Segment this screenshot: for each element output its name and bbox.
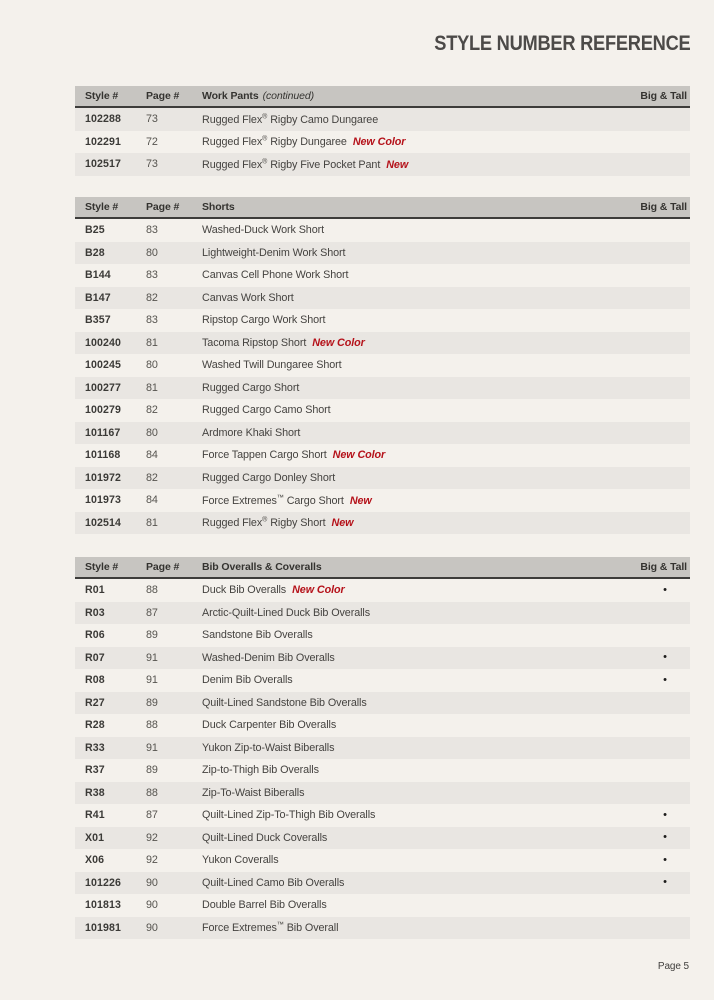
product-name: Canvas Work Short [202, 291, 294, 304]
style-number-cell: 102291 [85, 135, 121, 148]
page-number-cell: 81 [146, 381, 158, 394]
column-header-page: Page # [146, 561, 180, 573]
table-row [75, 287, 690, 310]
product-name: Quilt-Lined Zip-To-Thigh Bib Overalls [202, 809, 376, 822]
product-name: Canvas Cell Phone Work Short [202, 269, 349, 282]
product-name: Zip-To-Waist Biberalls [202, 786, 305, 799]
style-number-cell: 102517 [85, 158, 121, 171]
product-name-cell [202, 652, 640, 664]
style-number-cell: 101167 [85, 426, 121, 439]
product-name-cell [202, 337, 640, 349]
style-number-cell: 100245 [85, 359, 121, 372]
style-number-cell: R41 [85, 809, 105, 822]
column-header-category [202, 90, 640, 102]
product-name-cell [202, 832, 640, 844]
product-name: Rugged Flex® Rigby Five Pocket Pant [202, 157, 381, 171]
table-row [75, 894, 690, 917]
style-number-cell: R08 [85, 674, 105, 687]
product-name-cell [202, 584, 640, 596]
style-number-cell: R37 [85, 764, 105, 777]
style-number-cell: 100240 [85, 336, 121, 349]
table-header-row [75, 86, 690, 108]
product-name: Lightweight-Denim Work Short [202, 246, 346, 259]
page-number-cell: 89 [146, 764, 158, 777]
product-name-cell [202, 404, 640, 416]
style-number-cell: R27 [85, 696, 105, 709]
product-name: Washed Twill Dungaree Short [202, 359, 342, 372]
product-name-cell [202, 854, 640, 866]
product-name-cell [202, 135, 640, 148]
table-row [75, 692, 690, 715]
product-name: Quilt-Lined Camo Bib Overalls [202, 876, 345, 889]
page-number-cell: 82 [146, 471, 158, 484]
table-row [75, 467, 690, 490]
style-number-cell: 101973 [85, 494, 121, 507]
page-number-cell: 89 [146, 696, 158, 709]
product-name-cell [202, 113, 640, 126]
column-header-page: Page # [146, 201, 180, 213]
table-row [75, 827, 690, 850]
product-name: Sandstone Bib Overalls [202, 629, 313, 642]
product-name-cell [202, 787, 640, 799]
product-name-cell [202, 877, 640, 889]
page-number-cell: 81 [146, 516, 158, 529]
page-number-cell: 90 [146, 876, 158, 889]
style-number-cell: B144 [85, 269, 111, 282]
product-name-cell [202, 427, 640, 439]
page-number-cell: 90 [146, 921, 158, 934]
product-name: Denim Bib Overalls [202, 674, 293, 687]
page-number-cell: 88 [146, 786, 158, 799]
product-name: Ardmore Khaki Short [202, 426, 301, 439]
page-number: Page 5 [657, 961, 689, 972]
page-number-cell: 88 [146, 584, 158, 597]
product-name: Duck Bib Overalls [202, 584, 287, 597]
column-header-style: Style # [85, 201, 119, 213]
style-number-cell: R33 [85, 741, 105, 754]
product-name: Washed-Duck Work Short [202, 224, 325, 237]
product-name: Duck Carpenter Bib Overalls [202, 719, 337, 732]
new-tag: New Color [312, 336, 365, 349]
page-number-cell: 90 [146, 899, 158, 912]
table-row [75, 264, 690, 287]
column-header-page: Page # [146, 90, 180, 102]
product-name: Ripstop Cargo Work Short [202, 314, 326, 327]
column-header-bigtall: Big & Tall [640, 90, 687, 102]
product-name: Washed-Denim Bib Overalls [202, 651, 335, 664]
style-number-cell: R38 [85, 786, 105, 799]
product-name-cell [202, 697, 640, 709]
table-row [75, 872, 690, 895]
table-header-row [75, 557, 690, 579]
product-name-cell [202, 629, 640, 641]
table-row [75, 489, 690, 512]
product-name-cell [202, 224, 640, 236]
style-number-cell: R01 [85, 584, 105, 597]
page-title: STYLE NUMBER REFERENCE [433, 32, 690, 55]
page-number-cell: 80 [146, 426, 158, 439]
style-number-cell: B25 [85, 224, 105, 237]
style-number-cell: R07 [85, 651, 105, 664]
table-row [75, 242, 690, 265]
style-number-cell: 100279 [85, 404, 121, 417]
page-number-cell: 84 [146, 494, 158, 507]
table-row [75, 309, 690, 332]
style-number-cell: 101168 [85, 449, 121, 462]
page-number-cell: 72 [146, 135, 158, 148]
page-number-cell: 82 [146, 404, 158, 417]
table-row [75, 917, 690, 940]
style-number-cell: B147 [85, 291, 111, 304]
product-name-cell [202, 921, 640, 934]
product-name-cell [202, 269, 640, 281]
product-name: Rugged Cargo Camo Short [202, 404, 331, 417]
product-name: Yukon Coveralls [202, 854, 279, 867]
product-name: Force Extremes™ Cargo Short [202, 493, 344, 507]
table-row [75, 444, 690, 467]
product-name: Rugged Cargo Donley Short [202, 471, 336, 484]
table-row [75, 332, 690, 355]
product-name: Rugged Flex® Rigby Dungaree [202, 135, 347, 149]
page-number-cell: 91 [146, 651, 158, 664]
style-number-cell: B28 [85, 246, 105, 259]
page-number-cell: 88 [146, 719, 158, 732]
reference-table [75, 197, 690, 534]
product-name-cell [202, 809, 640, 821]
table-row [75, 131, 690, 154]
table-row [75, 512, 690, 535]
table-row [75, 354, 690, 377]
column-header-style: Style # [85, 90, 119, 102]
product-name-cell [202, 292, 640, 304]
new-tag: New [386, 158, 409, 171]
new-tag: New Color [292, 584, 345, 597]
bigtall-dot: • [663, 876, 667, 889]
table-row [75, 219, 690, 242]
product-name: Yukon Zip-to-Waist Biberalls [202, 741, 335, 754]
table-row [75, 422, 690, 445]
style-number-cell: 101813 [85, 899, 121, 912]
new-tag: New [349, 494, 372, 507]
page-number-cell: 84 [146, 449, 158, 462]
table-row [75, 399, 690, 422]
page-number-cell: 87 [146, 809, 158, 822]
style-number-cell: R28 [85, 719, 105, 732]
product-name-cell [202, 516, 640, 529]
product-name-cell [202, 158, 640, 171]
product-name-cell [202, 764, 640, 776]
page-number-cell: 89 [146, 629, 158, 642]
product-name-cell [202, 314, 640, 326]
product-name: Rugged Flex® Rigby Short [202, 516, 326, 530]
product-name: Rugged Cargo Short [202, 381, 300, 394]
table-row [75, 624, 690, 647]
page-number-cell: 87 [146, 606, 158, 619]
product-name: Quilt-Lined Sandstone Bib Overalls [202, 696, 367, 709]
table-row [75, 849, 690, 872]
new-tag: New Color [352, 136, 406, 149]
style-number-cell: 101972 [85, 471, 121, 484]
style-number-cell: 102288 [85, 113, 121, 126]
product-name-cell [202, 674, 640, 686]
column-header-category [202, 561, 640, 573]
table-header-row [75, 197, 690, 219]
style-number-cell: 102514 [85, 516, 121, 529]
category-label: Work Pants [202, 90, 259, 102]
product-name-cell [202, 359, 640, 371]
table-row [75, 153, 690, 176]
product-name: Force Tappen Cargo Short [202, 449, 327, 462]
product-name-cell [202, 472, 640, 484]
page-number-cell: 92 [146, 854, 158, 867]
page-number-cell: 73 [146, 113, 158, 126]
product-name: Tacoma Ripstop Short [202, 336, 307, 349]
page-number-cell: 80 [146, 246, 158, 259]
bigtall-dot: • [663, 808, 667, 821]
column-header-category [202, 201, 640, 213]
page-number-cell: 73 [146, 158, 158, 171]
bigtall-dot: • [663, 673, 667, 686]
column-header-style: Style # [85, 561, 119, 573]
reference-table [75, 557, 690, 939]
bigtall-dot: • [663, 651, 667, 664]
page-number-cell: 91 [146, 674, 158, 687]
style-number-cell: 100277 [85, 381, 121, 394]
page-number-cell: 81 [146, 336, 158, 349]
table-row [75, 714, 690, 737]
column-header-bigtall: Big & Tall [640, 201, 687, 213]
page-number-cell: 91 [146, 741, 158, 754]
new-tag: New [331, 517, 354, 530]
table-row [75, 108, 690, 131]
bigtall-dot: • [663, 853, 667, 866]
style-number-cell: R03 [85, 606, 105, 619]
table-row [75, 804, 690, 827]
style-number-cell: B357 [85, 314, 111, 327]
page-number-cell: 83 [146, 269, 158, 282]
table-row [75, 377, 690, 400]
style-number-cell: X01 [85, 831, 105, 844]
table-row [75, 737, 690, 760]
table-row [75, 782, 690, 805]
product-name-cell [202, 607, 640, 619]
reference-table [75, 86, 690, 176]
product-name-cell [202, 247, 640, 259]
bigtall-dot: • [663, 831, 667, 844]
table-row [75, 647, 690, 670]
style-number-cell: R06 [85, 629, 105, 642]
page-number-cell: 80 [146, 359, 158, 372]
column-header-bigtall: Big & Tall [640, 561, 687, 573]
page-number-cell: 92 [146, 831, 158, 844]
product-name-cell [202, 719, 640, 731]
product-name: Zip-to-Thigh Bib Overalls [202, 764, 319, 777]
page-number-cell: 82 [146, 291, 158, 304]
style-number-cell: 101226 [85, 876, 121, 889]
product-name-cell [202, 449, 640, 461]
page-number-cell: 83 [146, 314, 158, 327]
product-name: Arctic-Quilt-Lined Duck Bib Overalls [202, 606, 371, 619]
product-name-cell [202, 494, 640, 507]
table-row [75, 669, 690, 692]
bigtall-dot: • [663, 583, 667, 596]
product-name: Quilt-Lined Duck Coveralls [202, 831, 328, 844]
table-row [75, 759, 690, 782]
table-row [75, 602, 690, 625]
product-name: Double Barrel Bib Overalls [202, 899, 327, 912]
product-name-cell [202, 742, 640, 754]
style-number-cell: X06 [85, 854, 105, 867]
style-number-cell: 101981 [85, 921, 121, 934]
product-name: Rugged Flex® Rigby Camo Dungaree [202, 112, 379, 126]
product-name: Force Extremes™ Bib Overall [202, 921, 339, 935]
product-name-cell [202, 382, 640, 394]
category-continued-label: (continued) [262, 90, 315, 102]
new-tag: New Color [332, 449, 386, 462]
page-number-cell: 83 [146, 224, 158, 237]
product-name-cell [202, 899, 640, 911]
category-label: Shorts [202, 201, 235, 213]
table-row [75, 579, 690, 602]
category-label: Bib Overalls & Coveralls [202, 561, 322, 573]
